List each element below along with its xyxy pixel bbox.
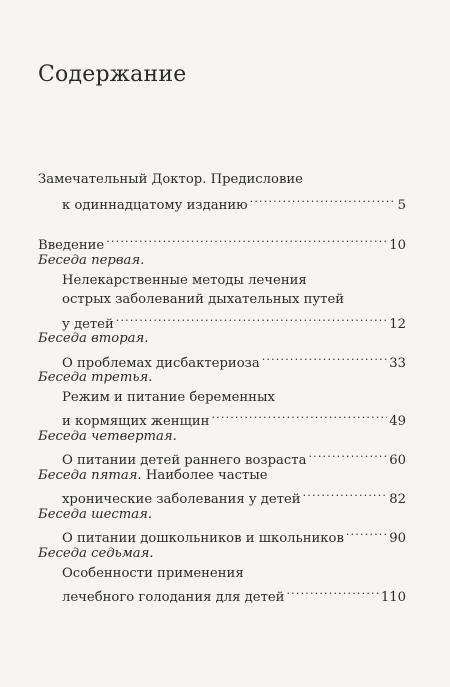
dot-leader: [211, 408, 387, 425]
toc-line: Режим и питание беременных: [62, 390, 275, 405]
toc-foreword-title: Замечательный Доктор. Предисловие: [38, 172, 303, 187]
toc-entry-conversation-6: [62, 525, 406, 547]
toc-conversation-1: Беседа первая.: [38, 253, 145, 268]
toc-entry-conversation-4: [62, 447, 406, 469]
dot-leader: [250, 192, 396, 209]
toc-page-number: 5: [397, 198, 406, 213]
toc-page-number: 10: [389, 238, 406, 253]
page-title: Содержание: [38, 62, 187, 87]
dot-leader: [116, 311, 387, 328]
toc-entry-introduction: [38, 232, 406, 254]
dot-leader: [262, 350, 388, 367]
toc-conversation-title: Наиболее частые: [145, 468, 268, 483]
toc-line: Нелекарственные методы лечения: [62, 273, 307, 288]
toc-entry-text: и кормящих женщин: [62, 414, 210, 429]
toc-page-number: 49: [389, 414, 406, 429]
toc-conversation-6: Беседа шестая.: [38, 507, 153, 522]
toc-page-number: 33: [389, 356, 406, 371]
toc-entry-text: хронические заболевания у детей: [62, 492, 301, 507]
toc-conversation-2: Беседа вторая.: [38, 331, 149, 346]
toc-page-number: 60: [389, 453, 406, 468]
toc-entry-conversation-3: [62, 408, 406, 430]
toc-entry-text: к одиннадцатому изданию: [62, 198, 248, 213]
toc-conversation-4: Беседа четвертая.: [38, 429, 177, 444]
toc-entry-text: лечебного голодания для детей: [62, 590, 285, 605]
toc-conversation-7: Беседа седьмая.: [38, 546, 154, 561]
toc-line: острых заболеваний дыхательных путей: [62, 292, 345, 307]
dot-leader: [346, 525, 387, 542]
toc-page-number: 12: [389, 317, 406, 332]
toc-entry-conversation-5: [62, 486, 406, 508]
toc-conversation-3: Беседа третья.: [38, 370, 153, 385]
toc-line: Особенности применения: [62, 566, 244, 581]
dot-leader: [286, 584, 378, 601]
toc-entry-text: Введение: [38, 238, 105, 253]
toc-entry-foreword: [62, 192, 406, 214]
toc-entry-text: О проблемах дисбактериоза: [62, 356, 260, 371]
dot-leader: [308, 447, 387, 464]
toc-entry-text: О питании детей раннего возраста: [62, 453, 307, 468]
dot-leader: [106, 232, 387, 249]
toc-page-number: 90: [389, 531, 406, 546]
toc-entry-text: у детей: [62, 317, 114, 332]
toc-page-number: 110: [380, 590, 406, 605]
toc-page-number: 82: [389, 492, 406, 507]
toc-entry-text: О питании дошкольников и школьников: [62, 531, 344, 546]
toc-entry-conversation-7: [62, 584, 406, 606]
dot-leader: [303, 486, 388, 503]
toc-conversation-5: [38, 467, 268, 484]
toc-conversation-label: Беседа пятая.: [38, 468, 142, 483]
